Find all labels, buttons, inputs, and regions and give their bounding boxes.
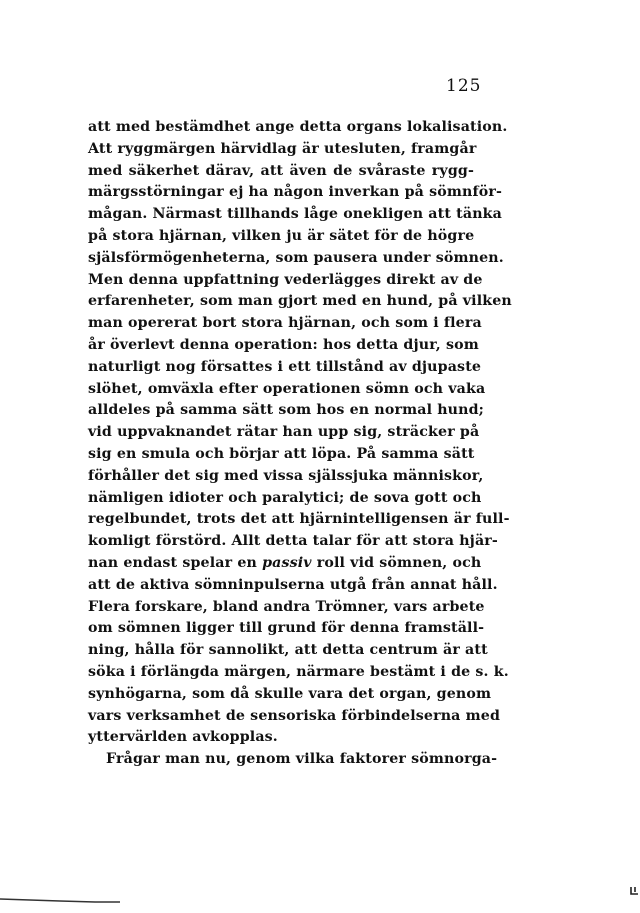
text-line: med säkerhet därav, att även de svåraste rygg- xyxy=(88,162,474,179)
italic-word: passiv xyxy=(262,554,312,571)
text-line: ning, hålla för sannolikt, att detta centrum är att xyxy=(88,642,488,659)
text-line: att med bestämdhet ange detta organs lokalisation. xyxy=(88,119,508,135)
text-line: nämligen idioter och paralytici; de sova gott och xyxy=(88,489,482,506)
text-line: själsförmögenheterna, som pausera under sömnen. xyxy=(88,249,504,266)
text-line: vid uppvaknandet rätar han upp sig, sträcker på xyxy=(88,424,480,441)
text-line-with-italic xyxy=(88,553,482,575)
paragraph-end-line: yttervärlden avkopplas. xyxy=(88,729,278,746)
scan-corner-mark xyxy=(628,886,640,896)
text-line: på stora hjärnan, vilken ju är sätet för de högre xyxy=(88,227,475,244)
text-line: komligt förstörd. Allt detta talar för att stora hjär- xyxy=(88,533,498,550)
text-line: att de aktiva sömninpulserna utgå från annat håll. xyxy=(88,576,498,593)
text-line: mågan. Närmast tillhands låge onekligen att tänka xyxy=(88,206,502,223)
text-line: märgsstörningar ej ha någon inverkan på sömnför- xyxy=(88,184,502,201)
text-line: söka i förlängda märgen, närmare bestämt i de s. k. xyxy=(88,663,509,680)
text-line: naturligt nog försattes i ett tillstånd av djupaste xyxy=(88,358,482,375)
page-number: 125 xyxy=(446,76,482,96)
text-line: erfarenheter, som man gjort med en hund, på vilken xyxy=(88,293,512,310)
text-line: alldeles på samma sätt som hos en normal hund; xyxy=(88,402,485,419)
text-line: förhåller det sig med vissa själssjuka människor, xyxy=(88,467,484,484)
text-segment: nan endast spelar en xyxy=(88,554,263,571)
text-line: slöhet, omväxla efter operationen sömn och vaka xyxy=(88,380,486,397)
text-line: man opererat bort stora hjärnan, och som i flera xyxy=(88,315,482,332)
scan-edge-mark xyxy=(0,898,120,904)
text-line: regelbundet, trots det att hjärnintelligensen är full- xyxy=(88,511,510,528)
text-line: år överlevt denna operation: hos detta djur, som xyxy=(88,336,479,353)
text-line: Men denna uppfattning vederlägges direkt av de xyxy=(88,271,483,288)
text-line: om sömnen ligger till grund för denna framställ- xyxy=(88,620,485,637)
paragraph-start-line: Frågar man nu, genom vilka faktorer sömnorga- xyxy=(106,751,498,768)
text-line: vars verksamhet de sensoriska förbindelserna med xyxy=(88,707,501,724)
text-line: synhögarna, som då skulle vara det organ, genom xyxy=(88,685,492,702)
text-segment: roll vid sömnen, och xyxy=(311,554,482,571)
text-line: sig en smula och börjar att löpa. På samma sätt xyxy=(88,445,475,462)
text-line: Att ryggmärgen härvidlag är utesluten, framgår xyxy=(88,140,477,157)
body-text xyxy=(88,117,512,771)
text-line: Flera forskare, bland andra Trömner, vars arbete xyxy=(88,598,485,615)
